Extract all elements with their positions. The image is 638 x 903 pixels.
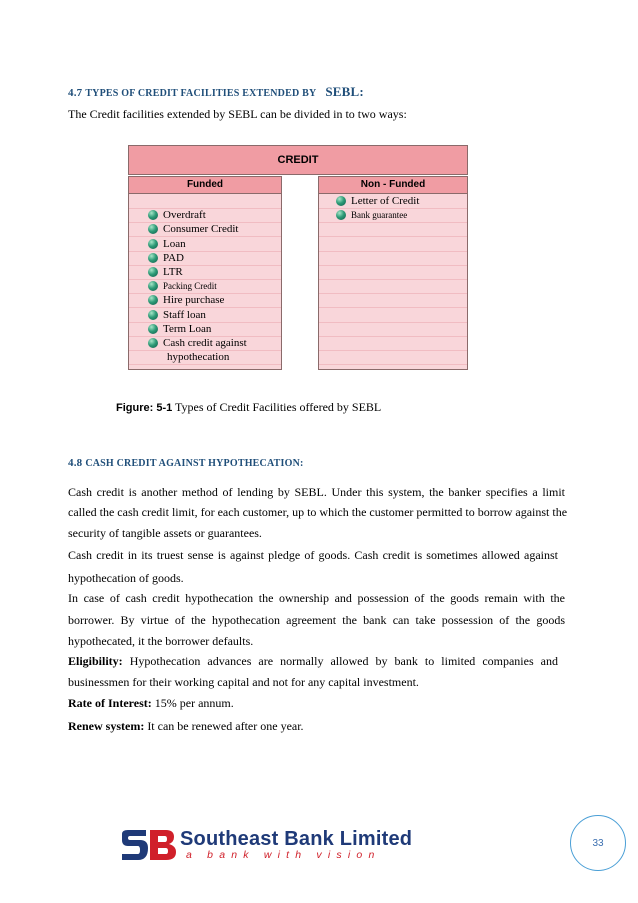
bank-name: Southeast Bank Limited [180, 828, 413, 850]
credit-item: Staff loan [163, 308, 206, 321]
table-row [319, 251, 467, 266]
nonfunded-header: Non - Funded [319, 177, 467, 194]
table-row [129, 194, 281, 209]
sb-logo-icon [120, 828, 178, 864]
bank-tagline: a bank with vision [186, 849, 381, 861]
credit-item: Cash credit against [163, 337, 247, 349]
table-row [319, 322, 467, 337]
credit-item: Term Loan [163, 322, 212, 335]
para3-line2: borrower. By virtue of the hypothecation agreement the bank can take possession of the goods [68, 613, 565, 627]
bullet-icon [148, 253, 158, 263]
para1-line3: security of tangible assets or guarantees. [68, 526, 262, 540]
table-row [319, 279, 467, 294]
bank-logo [120, 826, 430, 866]
rate-of-interest [68, 696, 565, 711]
bullet-icon [148, 324, 158, 334]
credit-item: Bank guarantee [351, 210, 408, 221]
funded-header: Funded [129, 177, 281, 194]
credit-item: Consumer Credit [163, 223, 239, 236]
section-title: TYPES OF CREDIT FACILITIES EXTENDED BY [85, 88, 317, 99]
section-heading-4-8 [68, 457, 304, 469]
nonfunded-column [318, 176, 468, 370]
para2-line2: hypothecation of goods. [68, 571, 184, 585]
bullet-icon [336, 196, 346, 206]
para1-line1: Cash credit is another method of lending by SEBL. Under this system, the banker specifies a limit [68, 485, 565, 499]
bullet-icon [148, 310, 158, 320]
figure-caption [116, 400, 381, 415]
credit-item: Loan [163, 237, 186, 250]
section-heading-4-7 [68, 84, 364, 100]
renew-text: It can be renewed after one year. [147, 719, 304, 733]
renew-label: Renew system: [68, 719, 145, 733]
page-number: 33 [570, 815, 626, 871]
rate-text: 15% per annum. [154, 696, 234, 710]
para3-line3: hypothecated, it the borrower defaults. [68, 634, 254, 648]
eligibility-text: Hypothecation advances are normally allowed by bank to limited companies and [129, 654, 558, 668]
section-title: CASH CREDIT AGAINST HYPOTHECATION: [85, 458, 304, 469]
section-intro: The Credit facilities extended by SEBL can be divided in to two ways: [68, 107, 407, 121]
table-row [319, 336, 467, 351]
eligibility-line1 [68, 654, 558, 669]
section-title-sebl: SEBL: [325, 84, 364, 99]
credit-item: Letter of Credit [351, 195, 420, 207]
bullet-icon [148, 267, 158, 277]
credit-item: LTR [163, 266, 183, 278]
credit-item: hypothecation [167, 351, 230, 364]
bullet-icon [148, 239, 158, 249]
credit-item: Hire purchase [163, 294, 225, 307]
para2-line1: Cash credit in its truest sense is against pledge of goods. Cash credit is sometimes allowed against [68, 548, 558, 562]
rate-label: Rate of Interest: [68, 696, 152, 710]
credit-table-header: CREDIT [128, 145, 468, 175]
table-row [319, 237, 467, 252]
eligibility-line2: businessmen for their working capital and not for any capital investment. [68, 675, 419, 689]
table-row [319, 308, 467, 323]
credit-item: PAD [163, 251, 184, 264]
credit-item: Packing Credit [163, 281, 217, 292]
bullet-icon [148, 338, 158, 348]
table-row [319, 265, 467, 280]
table-row [319, 293, 467, 308]
para1-line2: called the cash credit limit, for each customer, up to which the customer permitted to borrow against the [68, 505, 568, 519]
renew-system [68, 719, 565, 734]
para3-line1: In case of cash credit hypothecation the ownership and possession of the goods remain with the [68, 591, 565, 605]
section-number: 4.7 [68, 87, 83, 99]
table-row [319, 222, 467, 237]
figure-caption-text: Types of Credit Facilities offered by SEBL [175, 400, 382, 414]
figure-label: Figure: 5-1 [116, 402, 173, 414]
section-number: 4.8 [68, 457, 83, 469]
table-row [319, 350, 467, 365]
eligibility-label: Eligibility: [68, 654, 123, 668]
funded-column [128, 176, 282, 370]
credit-item: Overdraft [163, 209, 206, 222]
